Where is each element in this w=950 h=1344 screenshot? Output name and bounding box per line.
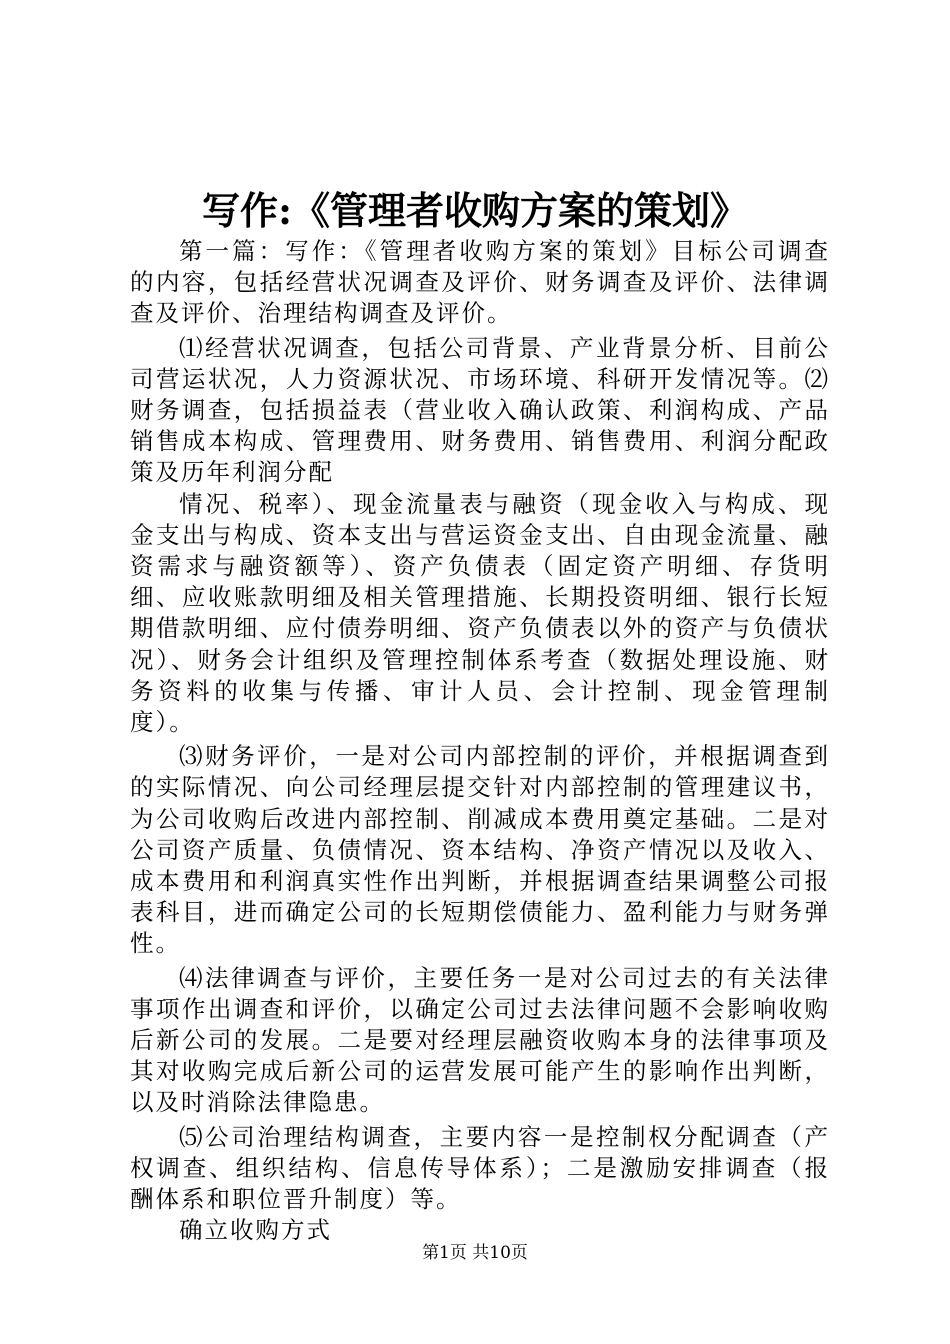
paragraph-operations-finance: ⑴经营状况调查，包括公司背景、产业背景分析、目前公司营运状况，人力资源状况、市场环境、科研开发情况等。⑵财务调查，包括损益表（营业收入确认政策、利润构成、产品销售成本构成、管理费用、财务费用、销售费用、利润分配政策及历年利润分配 (130, 333, 830, 487)
paragraph-finance-details: 情况、税率）、现金流量表与融资（现金收入与构成、现金支出与构成、资本支出与营运资金支出、自由现金流量、融资需求与融资额等）、资产负债表（固定资产明细、存货明细、应收账款明细及相关管理措施、长期投资明细、银行长短期借款明细、应付债券明细、资产负债表以外的资产与负债状况）、财务会计组织及管理控制体系考查（数据处理设施、财务资料的收集与传播、审计人员、会计控制、现金管理制度）。 (130, 489, 830, 737)
paragraph-governance-review: ⑸公司治理结构调查，主要内容一是控制权分配调查（产权调查、组织结构、信息传导体系）；二是激励安排调查（报酬体系和职位晋升制度）等。 (130, 1122, 830, 1214)
document-body (130, 236, 830, 1247)
paragraph-acquisition-method: 确立收购方式 (179, 1216, 332, 1245)
paragraph-intro: 第一篇：写作：《管理者收购方案的策划》目标公司调查的内容，包括经营状况调查及评价、财务调查及评价、法律调查及评价、治理结构调查及评价。 (130, 237, 830, 328)
paragraph-financial-evaluation: ⑶财务评价，一是对公司内部控制的评价，并根据调查到的实际情况、向公司经理层提交针对内部控制的管理建议书，为公司收购后改进内部控制、削减成本费用奠定基础。二是对公司资产质量、负债情况、资本结构、净资产情况以及收入、成本费用和利润真实性作出判断，并根据调查结果调整公司报表科目，进而确定公司的长短期偿债能力、盈利能力与财务弹性。 (130, 742, 830, 958)
paragraph-legal-review: ⑷法律调查与评价，主要任务一是对公司过去的有关法律事项作出调查和评价，以确定公司过去法律问题不会影响收购后新公司的发展。二是要对经理层融资收购本身的法律事项及其对收购完成后新公司的运营发展可能产生的影响作出判断，以及时消除法律隐患。 (130, 963, 830, 1117)
page-footer: 第1页 共10页 (422, 1243, 528, 1263)
document-title: 写作:《管理者收购方案的策划》 (201, 188, 749, 233)
